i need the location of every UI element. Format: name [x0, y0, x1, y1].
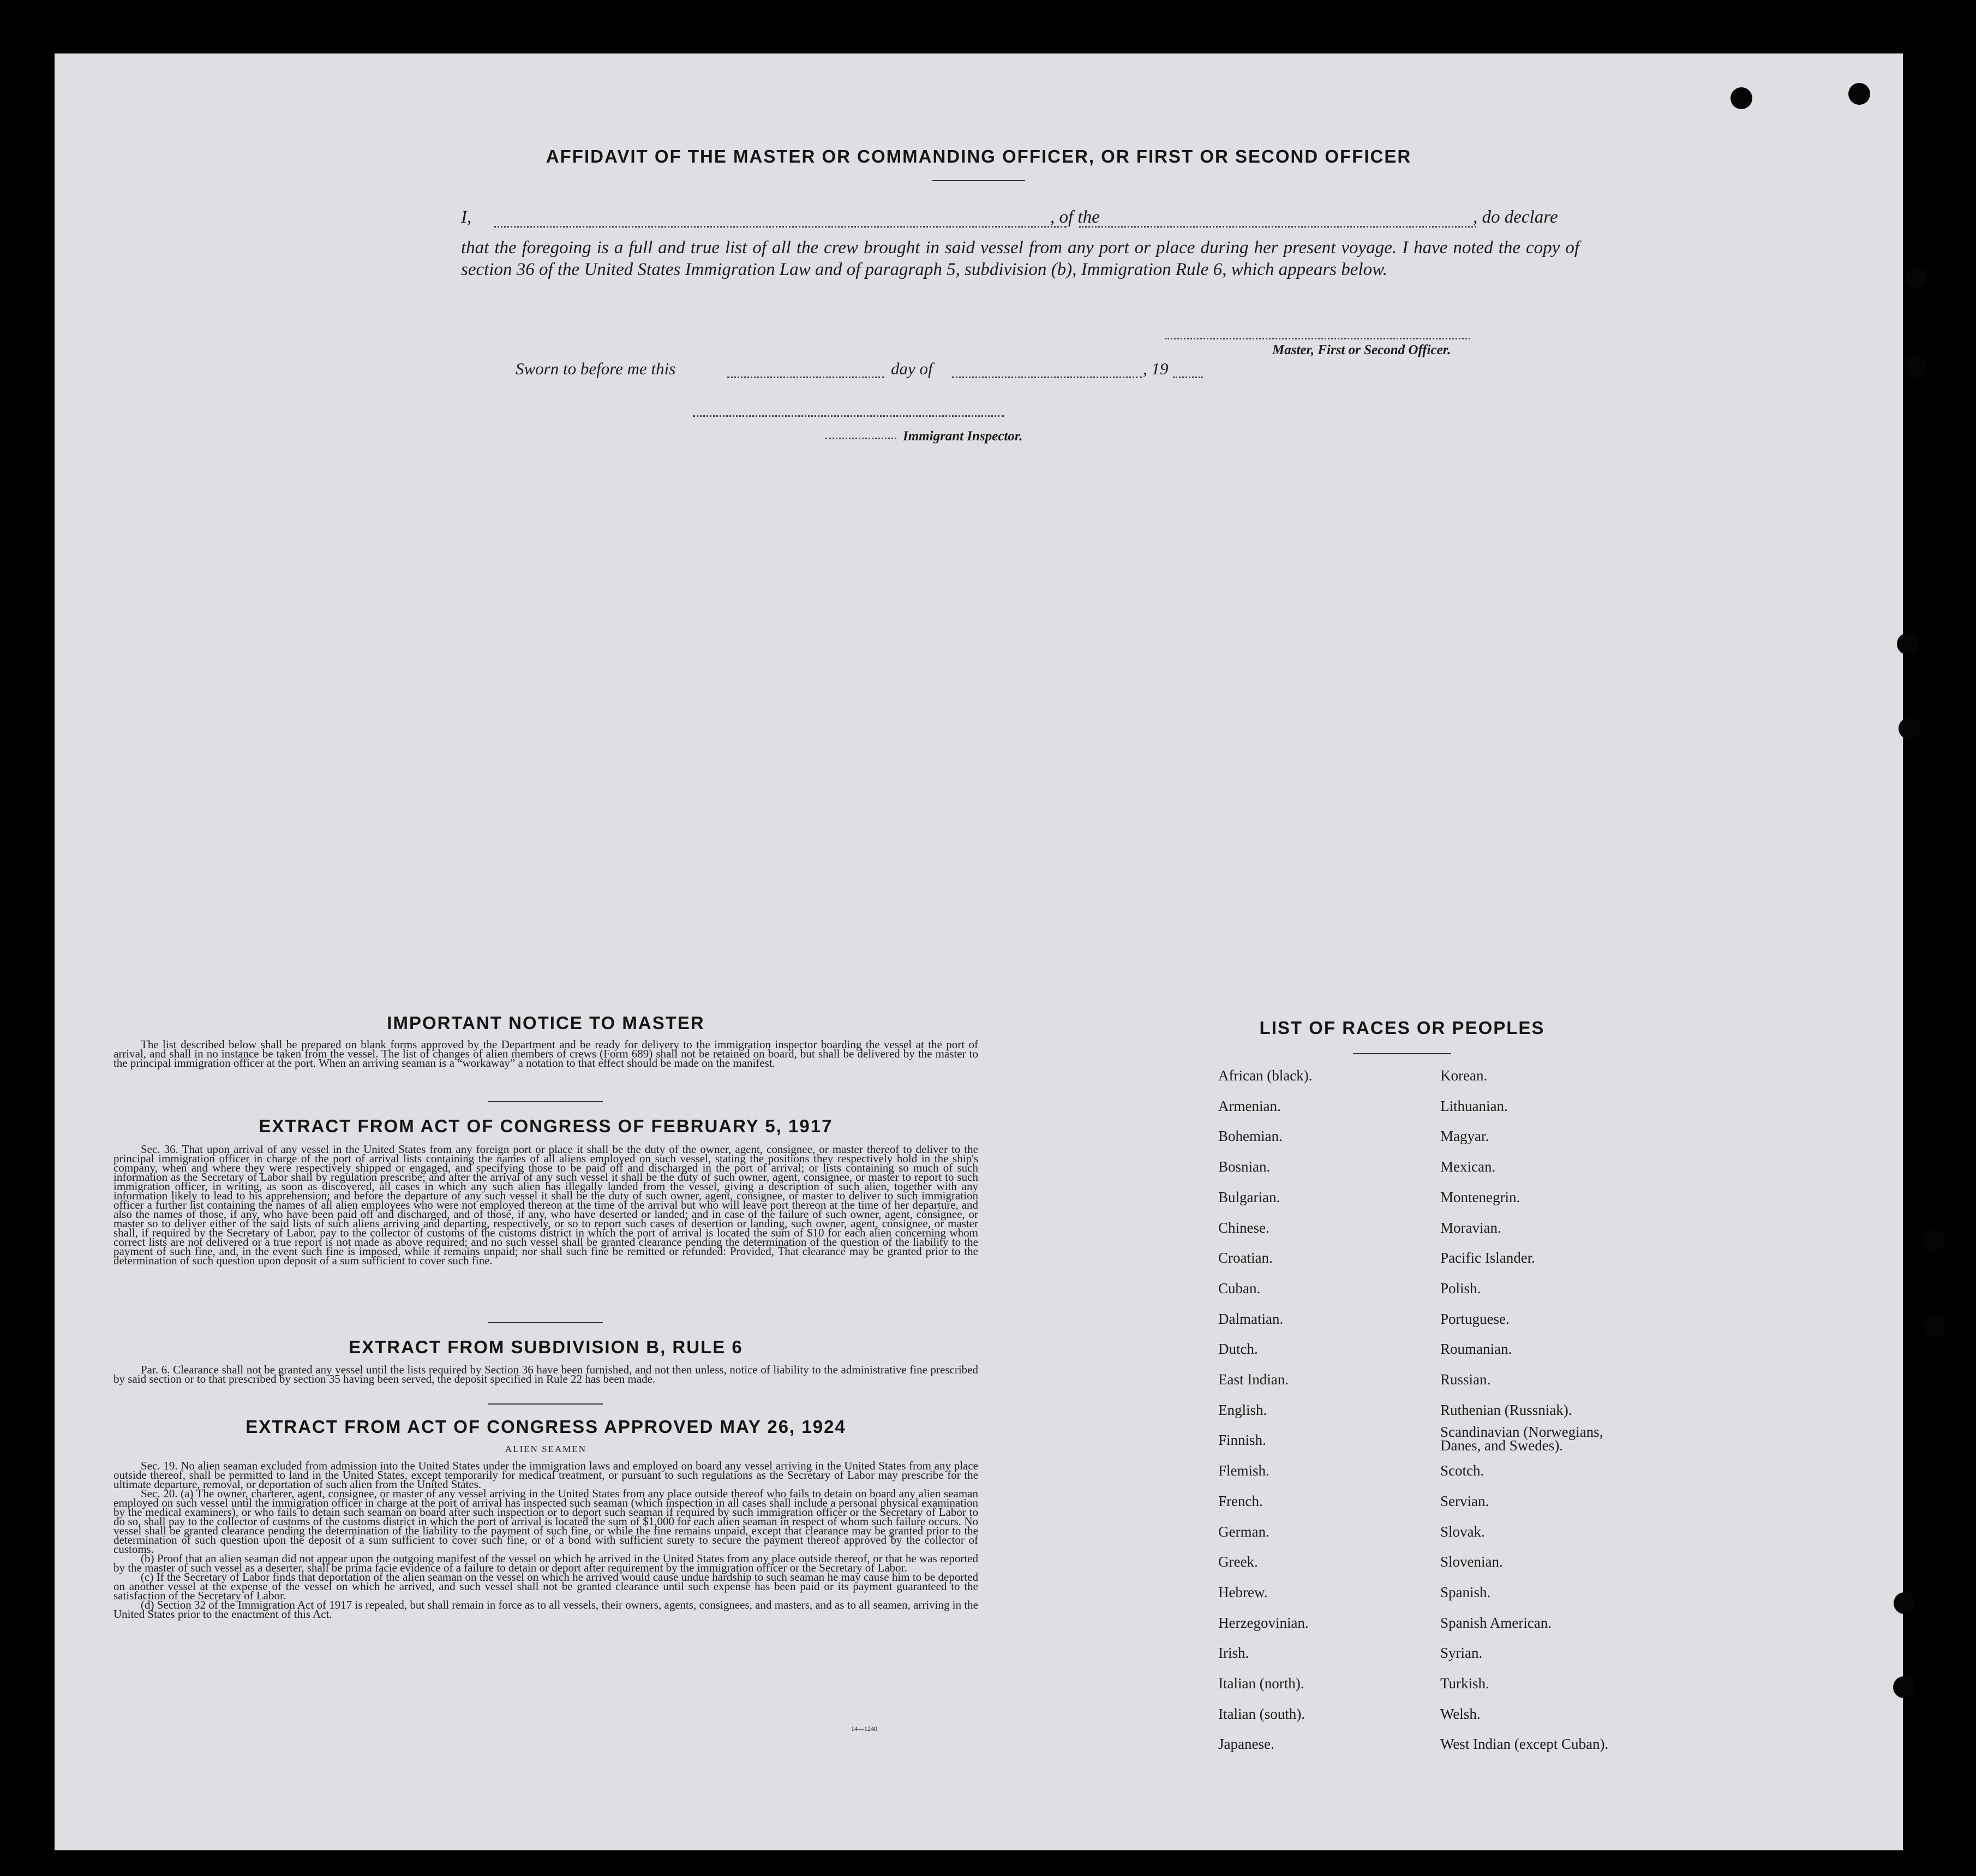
- extract-1917-title: EXTRACT FROM ACT OF CONGRESS OF FEBRUARY 5, 1917: [259, 1116, 833, 1136]
- race-item: Slovak.: [1440, 1523, 1485, 1540]
- race-item: Scotch.: [1440, 1462, 1484, 1479]
- sworn-year-blank[interactable]: [1173, 377, 1203, 378]
- race-item: Welsh.: [1440, 1705, 1481, 1722]
- race-item: Portuguese.: [1440, 1310, 1510, 1327]
- race-item: Greek.: [1218, 1554, 1258, 1570]
- punch-hole: [1924, 1315, 1945, 1337]
- extract-1924-subtitle: ALIEN SEAMEN: [505, 1444, 587, 1454]
- race-item: Dalmatian.: [1218, 1310, 1284, 1327]
- punch-hole: [1899, 718, 1920, 739]
- race-item: English.: [1218, 1401, 1267, 1418]
- punch-hole: [1905, 356, 1926, 378]
- race-item: Hebrew.: [1218, 1584, 1268, 1600]
- race-item: East Indian.: [1218, 1371, 1289, 1388]
- race-item: Herzegovinian.: [1218, 1614, 1309, 1631]
- race-item: Irish.: [1218, 1645, 1249, 1662]
- races-title-rule: [1353, 1053, 1451, 1054]
- race-item: Turkish.: [1440, 1675, 1489, 1692]
- extract-1924-title: EXTRACT FROM ACT OF CONGRESS APPROVED MAY 26, 1924: [245, 1417, 846, 1437]
- inspector-label: Immigrant Inspector.: [903, 429, 1023, 444]
- extract-rule6-title: EXTRACT FROM SUBDIVISION B, RULE 6: [349, 1337, 743, 1357]
- punch-hole: [1906, 267, 1927, 289]
- race-item: Cuban.: [1218, 1280, 1261, 1297]
- race-item: Syrian.: [1440, 1645, 1483, 1662]
- race-item: Korean.: [1440, 1067, 1488, 1084]
- race-item: Lithuanian.: [1440, 1097, 1508, 1114]
- race-item: Bulgarian.: [1218, 1188, 1280, 1205]
- race-item: Bohemian.: [1218, 1128, 1283, 1145]
- affidavit-body: that the foregoing is a full and true list of all the crew brought in said vessel from any port or place during her present voyage. I have noted the copy of section 36 of the United States Immigration Law and of paragraph 5, subdivision (b), Immigration Rule 6, which appears below.: [461, 238, 1579, 279]
- inspector-signature-blank[interactable]: [693, 415, 1004, 417]
- punch-hole: [1897, 633, 1919, 655]
- race-item: Servian.: [1440, 1492, 1489, 1509]
- race-item: Bosnian.: [1218, 1158, 1271, 1175]
- race-item: Spanish American.: [1440, 1614, 1552, 1631]
- document-page: [55, 53, 1903, 1850]
- race-item: Chinese.: [1218, 1219, 1270, 1236]
- punch-hole: [1923, 1229, 1944, 1251]
- race-item: Russian.: [1440, 1371, 1491, 1388]
- race-item: Scandinavian (Norwegians, Danes, and Swedes).: [1440, 1424, 1603, 1454]
- race-item: Armenian.: [1218, 1097, 1281, 1114]
- race-item: German.: [1218, 1523, 1270, 1540]
- master-signature-label: Master, First or Second Officer.: [1272, 343, 1451, 357]
- race-item: African (black).: [1218, 1067, 1313, 1084]
- punch-hole: [1894, 1592, 1915, 1614]
- race-item: French.: [1218, 1492, 1263, 1509]
- section-rule: [488, 1322, 603, 1323]
- extract-1924-text: Sec. 19. No alien seaman excluded from admission into the United States under the immigration laws and employed on board any vessel arriving in the United States from any place outside thereof, shall be permitted to land in the United States, except temporarily for medical treatment, or pursuant to such regulations as the Secretary of Labor may prescribe for the ultimate departure, removal, or deportation of such alien from the United States. Sec. 20. (a) The owner, charterer, agent, consignee, or master of any vessel arriving in the United States from any place outside thereof who fails to detain on board any alien seaman employed on such vessel until the immigration officer in charge at the port of arrival has inspected such seaman (which inspection in all cases shall include a personal physical examination by the medical examiners), or who fails to detain such seaman on board after such inspection or to deport such seaman if required by such immigration officer or the Secretary of Labor to do so, shall pay to the collector of customs of the customs district in which the port of arrival is located the sum of $1,000 for each alien seaman in respect of whom such failure occurs. No vessel shall be granted clearance pending the determination of the liability to the payment of such fine, or while the fine remains unpaid, except that clearance may be granted prior to the determination of such question upon the deposit of a sum sufficient to cover such fine, or of a bond with sufficient surety to secure the payment thereof approved by the collector of customs. (b) Proof that an alien seaman did not appear upon the outgoing manifest of the vessel on which he arrived in the United States from any place outside thereof, or that he was reported by the master of such vessel as a deserter, shall be prima facie evidence of a failure to detain or deport after requirement by the immigration officer or the Secretary of Labor. (c) If the Secretary of Labor finds that deportation of the alien seaman on the vessel on which he arrived would cause undue hardship to such seaman he may cause him to be deported on another vessel at the expense of the vessel on which he arrived, and such vessel shall not be granted clearance until such expense has been paid or its payment guaranteed to the satisfaction of the Secretary of Labor. (d) Section 32 of the Immigration Act of 1917 is repealed, but shall remain in force as to all vessels, their owners, agents, consignees, and masters, and as to all seamen, arriving in the United States prior to the enactment of this Act.: [113, 1459, 978, 1621]
- punch-hole: [1848, 83, 1870, 105]
- sworn-text: Sworn to before me this: [516, 359, 676, 378]
- race-item: Italian (south).: [1218, 1705, 1305, 1722]
- declaration-do-declare: , do declare: [1473, 207, 1558, 227]
- punch-hole: [1893, 1676, 1915, 1698]
- punch-hole: [1731, 87, 1752, 109]
- sworn-day-of: day of: [891, 359, 933, 378]
- form-number: 14—1240: [851, 1725, 877, 1732]
- race-item: Finnish.: [1218, 1432, 1266, 1449]
- inspector-name-blank[interactable]: [825, 438, 896, 439]
- race-item: Spanish.: [1440, 1584, 1491, 1600]
- extract-rule6-text: Par. 6. Clearance shall not be granted any vessel until the lists required by Section 36 have been furnished, and not then unless, notice of liability to the administrative fine prescribed by said section or to that prescribed by section 35 having been served, the deposit specified in Rule 22 has been made.: [113, 1363, 978, 1385]
- race-item: Italian (north).: [1218, 1675, 1304, 1692]
- race-item: Pacific Islander.: [1440, 1250, 1535, 1266]
- race-item: Mexican.: [1440, 1158, 1496, 1175]
- race-item: Magyar.: [1440, 1128, 1489, 1145]
- master-signature-blank[interactable]: [1165, 338, 1470, 339]
- race-item: Flemish.: [1218, 1462, 1270, 1479]
- race-item: Japanese.: [1218, 1736, 1274, 1753]
- officer-name-blank[interactable]: [494, 226, 1067, 228]
- race-item: Moravian.: [1440, 1219, 1501, 1236]
- declaration-i: I,: [461, 207, 472, 227]
- race-item: Ruthenian (Russniak).: [1440, 1401, 1572, 1418]
- extract-1917-text: Sec. 36. That upon arrival of any vessel in the United States from any foreign port or place it shall be the duty of the owner, agent, consignee, or master thereof to deliver to the principal immigration officer in charge of the port of arrival lists containing the names of all aliens employed on such vessel, stating the positions they respectively hold in the ship's company, when and where they were respectively shipped or engaged, and specifying those to be paid off and discharged in the port of arrival; or lists containing so much of such information as the Secretary of Labor shall by regulation prescribe; and after the arrival of any such vessel it shall be the duty of such owner, agent, consignee, or master to report to such immigration officer, in writing, as soon as discovered, all cases in which any such alien has illegally landed from the vessel, giving a description of such alien, together with any information likely to lead to his apprehension; and before the departure of any such vessel it shall be the duty of such owner, agent, consignee, or master to deliver to such immigration officer a further list containing the names of all alien employees who were not employed thereon at the time of the arrival but who will leave port thereon at the time of her departure, and also the names of those, if any, who have been paid off and discharged, and of those, if any, who have deserted or landed; and in case of the failure of such owner, agent, consignee, or master so to deliver either of the said lists of such aliens arriving and departing, respectively, or so to report such cases of desertion or landing, such owner, agent, consignee, or master shall, if required by the Secretary of Labor, pay to the collector of customs of the customs district in which the port of arrival is located the sum of $10 for each alien concerning whom correct lists are not delivered or a true report is not made as above required; and no such vessel shall be granted clearance pending the determination of the question of the liability to the payment of such fine, and, in the event such fine is imposed, while it remains unpaid; nor shall such fine be remitted or refunded: Provided, That clearance may be granted prior to the determination of such question upon deposit of a sum sufficient to cover such fine.: [113, 1143, 978, 1267]
- race-item: West Indian (except Cuban).: [1440, 1736, 1609, 1753]
- notice-title: IMPORTANT NOTICE TO MASTER: [387, 1013, 705, 1033]
- sworn-day-blank[interactable]: [727, 377, 884, 378]
- race-item: Slovenian.: [1440, 1554, 1503, 1570]
- notice-text: The list described below shall be prepared on blank forms approved by the Department and be ready for delivery to the immigration inspector boarding the vessel at the port of arrival, and shall in no instance be taken from the vessel. The list of changes of alien members of crews (Form 689) shall not be retained on board, but shall be delivered by the master to the principal immigration officer at the port. When an arriving seaman is a “workaway” a notation to that effect should be made on the manifest.: [113, 1038, 978, 1070]
- sworn-year-prefix: , 19: [1143, 359, 1169, 378]
- section-rule: [488, 1101, 603, 1102]
- race-item: Polish.: [1440, 1280, 1481, 1297]
- race-item: Dutch.: [1218, 1341, 1258, 1358]
- declaration-of-the: , of the: [1050, 207, 1100, 227]
- race-item: Roumanian.: [1440, 1341, 1512, 1358]
- affidavit-title: AFFIDAVIT OF THE MASTER OR COMMANDING OFFICER, OR FIRST OR SECOND OFFICER: [546, 146, 1412, 166]
- race-item: Croatian.: [1218, 1250, 1273, 1266]
- title-rule: [932, 180, 1025, 181]
- section-rule: [488, 1403, 603, 1405]
- sworn-month-blank[interactable]: [952, 377, 1142, 378]
- race-item: Montenegrin.: [1440, 1188, 1520, 1205]
- races-title: LIST OF RACES OR PEOPLES: [1259, 1018, 1545, 1038]
- vessel-name-blank[interactable]: [1079, 226, 1476, 228]
